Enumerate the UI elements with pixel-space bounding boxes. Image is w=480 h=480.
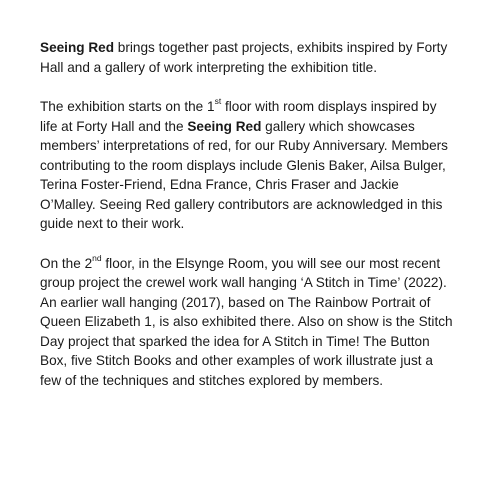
- exhibition-title: Seeing Red: [40, 40, 115, 55]
- second-floor-text-start: On the 2: [40, 255, 93, 271]
- first-floor-paragraph: [40, 97, 455, 234]
- second-floor-text-rest: floor, in the Elsynge Room, you will see our most recent group project the crewel work wall hanging ‘A Stitch in Time’ (2022). An earlier wall hanging (2017), based on The Rainbow Portrait of Queen Elizabeth 1, is also exhibited there. Also on show is the Stitch Day project that sparked the idea for A Stitch in Time! The Button Box, five Stitch Books and other examples of work illustrate just a few of the techniques and stitches explored by members.: [40, 255, 453, 388]
- second-floor-paragraph: [40, 254, 455, 391]
- first-floor-text-start: The exhibition starts on the 1: [40, 99, 215, 114]
- intro-text: brings together past projects, exhibits inspired by Forty Hall and a gallery of work interpreting the exhibition title.: [40, 40, 448, 75]
- ordinal-suffix-st: st: [214, 96, 222, 107]
- first-floor-text-end: gallery which showcases members’ interpretations of red, for our Ruby Anniversary. Members contributing to the room displays include Glenis Baker, Ailsa Bulger, Terina Foster-Friend, Edna France, Chris Fraser and Jackie O’Malley. Seeing Red gallery contributors are acknowledged in this guide next to their work.: [40, 118, 448, 231]
- ordinal-suffix-nd: nd: [92, 252, 102, 263]
- gallery-title: Seeing Red: [187, 118, 262, 134]
- document-page: [40, 38, 455, 390]
- intro-paragraph: [40, 38, 455, 77]
- first-floor-text-middle: floor with room displays inspired by life at Forty Hall and the: [40, 99, 437, 134]
